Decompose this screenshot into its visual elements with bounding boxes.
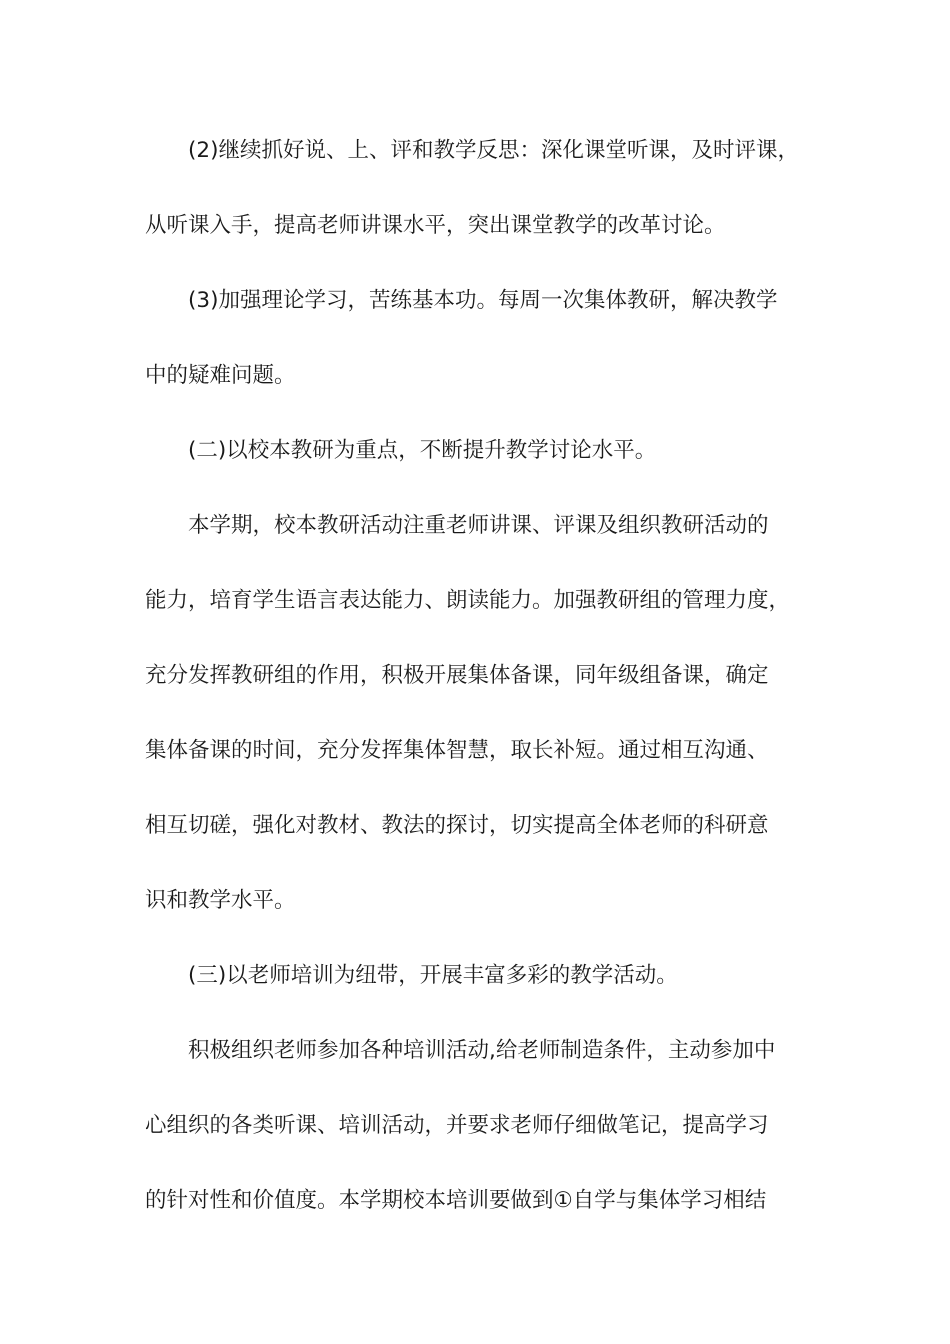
paragraph-line: 能力，培育学生语言表达能力、朗读能力。加强教研组的管理力度， xyxy=(145,588,791,613)
section-heading: (二)以校本教研为重点，不断提升教学讨论水平。 xyxy=(188,438,657,463)
paragraph-line: 本学期，校本教研活动注重老师讲课、评课及组织教研活动的 xyxy=(188,513,769,538)
paragraph-line: 的针对性和价值度。本学期校本培训要做到①自学与集体学习相结 xyxy=(145,1188,767,1213)
paragraph-line: (3)加强理论学习，苦练基本功。每周一次集体教研，解决教学 xyxy=(188,288,778,313)
paragraph-line: 从听课入手，提高老师讲课水平，突出课堂教学的改革讨论。 xyxy=(145,213,726,238)
paragraph-line: 相互切磋，强化对教材、教法的探讨，切实提高全体老师的科研意 xyxy=(145,813,769,838)
paragraph-line: (2)继续抓好说、上、评和教学反思：深化课堂听课，及时评课， xyxy=(188,138,799,163)
paragraph-line: 集体备课的时间，充分发挥集体智慧，取长补短。通过相互沟通、 xyxy=(145,738,769,763)
paragraph-line: 心组织的各类听课、培训活动，并要求老师仔细做笔记，提高学习 xyxy=(145,1113,769,1138)
paragraph-line: 识和教学水平。 xyxy=(145,888,296,913)
paragraph-line: 中的疑难问题。 xyxy=(145,363,296,388)
paragraph-line: 积极组织老师参加各种培训活动,给老师制造条件，主动参加中 xyxy=(188,1038,776,1063)
section-heading: (三)以老师培训为纽带，开展丰富多彩的教学活动。 xyxy=(188,963,678,988)
paragraph-line: 充分发挥教研组的作用，积极开展集体备课，同年级组备课，确定 xyxy=(145,663,769,688)
